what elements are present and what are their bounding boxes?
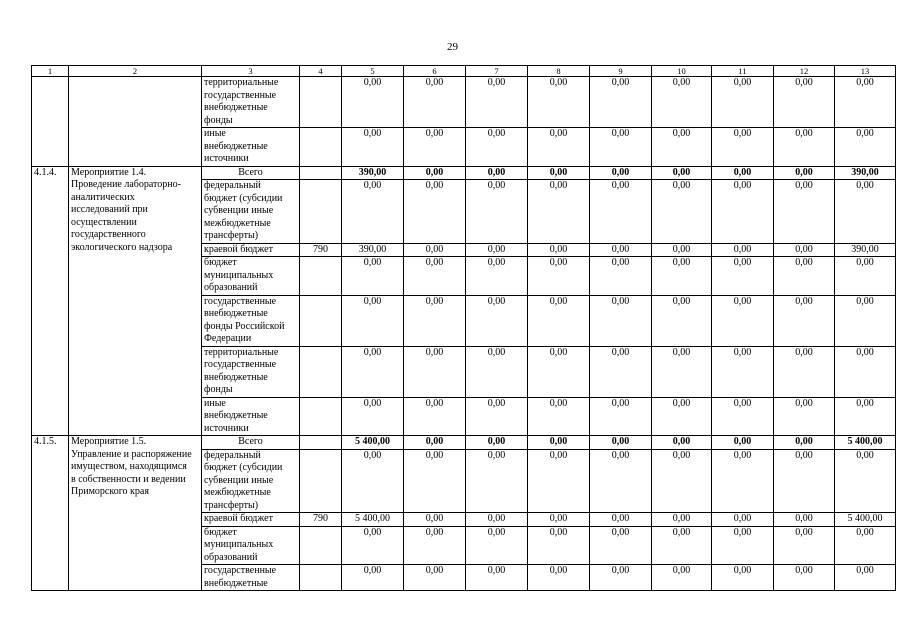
value-cell: 0,00 [466,346,528,397]
value-cell: 0,00 [528,77,590,128]
value-cell: 0,00 [404,346,466,397]
text-line: аналитических [71,191,135,203]
column-header-4: 4 [300,66,342,77]
value-cell: 0,00 [774,565,835,591]
text-line: иные [204,128,226,139]
total-value-cell: 0,00 [528,436,590,450]
column-header-6: 6 [404,66,466,77]
total-value-cell: 0,00 [466,436,528,450]
activity-number: 4.1.5. [32,436,69,591]
text-line: внебюджетные [204,410,268,421]
value-cell: 0,00 [590,513,652,527]
text-line: Управление и распоряжение [71,448,192,460]
column-header-10: 10 [652,66,712,77]
total-value-cell: 0,00 [590,436,652,450]
budget-code: 790 [300,243,342,257]
text-line: муниципальных [204,269,274,281]
total-value-cell: 0,00 [404,436,466,450]
text-line: бюджет (субсидии [204,462,283,473]
total-value-cell: 0,00 [652,436,712,450]
text-line: внебюджетные [204,102,268,113]
text-line: имуществом, находящимся [71,461,187,472]
value-cell: 0,00 [590,128,652,167]
text-line: государственного [71,229,146,240]
value-cell: 0,00 [528,449,590,513]
value-cell: 0,00 [404,565,466,591]
funding-source [202,397,300,436]
total-value-cell: 5 400,00 [342,436,404,450]
value-cell: 0,00 [342,449,404,513]
column-header-2: 2 [69,66,202,77]
value-cell: 0,00 [835,526,896,565]
text-line: Мероприятие 1.4. [71,166,147,178]
value-cell: 0,00 [404,526,466,565]
text-line: субвенции иные [204,474,274,486]
funding-source [202,346,300,397]
funding-source [202,77,300,128]
activity-number [32,77,69,167]
value-cell: 0,00 [712,526,774,565]
text-line: федеральный [204,180,261,191]
value-cell: 0,00 [466,397,528,436]
budget-code: 790 [300,513,342,527]
value-cell: 0,00 [528,565,590,591]
funding-source [202,295,300,346]
total-value-cell: 0,00 [774,166,835,180]
budget-code [300,257,342,296]
text-line: межбюджетные [204,217,271,229]
value-cell: 0,00 [652,565,712,591]
text-line: муниципальных [204,539,274,550]
budget-table [31,65,896,591]
value-cell: 0,00 [774,128,835,167]
budget-code [300,526,342,565]
value-cell: 0,00 [652,397,712,436]
text-line: источники [204,153,249,164]
value-cell: 0,00 [528,346,590,397]
text-line: межбюджетные [204,487,271,498]
text-line: территориальные [204,346,279,358]
column-header-8: 8 [528,66,590,77]
total-value-cell: 0,00 [528,166,590,180]
total-value-cell: 390,00 [835,166,896,180]
value-cell: 0,00 [712,346,774,397]
text-line: Федерации [204,333,252,344]
budget-code [300,565,342,591]
value-cell: 0,00 [590,526,652,565]
value-cell: 0,00 [835,257,896,296]
total-value-cell: 0,00 [404,166,466,180]
budget-code [300,346,342,397]
value-cell: 0,00 [404,513,466,527]
value-cell: 0,00 [528,243,590,257]
budget-code [300,397,342,436]
funding-source [202,128,300,167]
value-cell: 0,00 [774,243,835,257]
text-line: внебюджетные [204,308,268,319]
value-cell: 0,00 [835,180,896,244]
total-value-cell: 0,00 [712,436,774,450]
column-header-7: 7 [466,66,528,77]
value-cell: 390,00 [835,243,896,257]
value-cell: 0,00 [466,180,528,244]
text-line: исследований при [71,204,148,215]
value-cell: 0,00 [712,449,774,513]
value-cell: 0,00 [528,295,590,346]
value-cell: 0,00 [404,449,466,513]
funding-source [202,243,300,257]
value-cell: 0,00 [835,397,896,436]
page-number: 29 [447,41,458,53]
table-row [32,77,896,128]
value-cell: 0,00 [774,513,835,527]
value-cell: 0,00 [342,295,404,346]
value-cell: 0,00 [404,180,466,244]
value-cell: 5 400,00 [342,513,404,527]
funding-source [202,526,300,565]
budget-code [300,180,342,244]
text-line: экологического надзора [71,241,173,253]
text-line: государственные [204,89,277,101]
value-cell: 0,00 [712,243,774,257]
activity-title [69,166,202,436]
value-cell: 0,00 [466,77,528,128]
text-line: территориальные [204,77,279,88]
value-cell: 0,00 [590,257,652,296]
value-cell: 0,00 [652,180,712,244]
column-header-13: 13 [835,66,896,77]
value-cell: 0,00 [712,397,774,436]
table-body [32,77,896,591]
value-cell: 0,00 [528,257,590,296]
value-cell: 0,00 [590,295,652,346]
total-label: Всего [202,166,300,180]
value-cell: 0,00 [712,565,774,591]
header-row [32,66,896,77]
text-line: государственные [204,295,277,307]
text-line: источники [204,422,249,434]
value-cell: 0,00 [466,295,528,346]
total-value-cell: 390,00 [342,166,404,180]
value-cell: 0,00 [466,128,528,167]
funding-source [202,449,300,513]
value-cell: 0,00 [404,128,466,167]
value-cell: 0,00 [342,526,404,565]
total-value-cell: 0,00 [774,436,835,450]
value-cell: 5 400,00 [835,513,896,527]
text-line: бюджет [204,257,237,268]
text-line: внебюджетные [204,140,268,152]
value-cell: 0,00 [466,526,528,565]
funding-source [202,257,300,296]
value-cell: 0,00 [404,243,466,257]
text-line: федеральный [204,449,261,461]
activity-title [69,77,202,167]
value-cell: 0,00 [774,449,835,513]
column-header-1: 1 [32,66,69,77]
value-cell: 0,00 [466,513,528,527]
text-line: образований [204,551,258,563]
value-cell: 0,00 [342,346,404,397]
budget-code [300,77,342,128]
value-cell: 0,00 [528,180,590,244]
text-line: фонды [204,114,233,126]
value-cell: 0,00 [652,526,712,565]
value-cell: 0,00 [652,128,712,167]
value-cell: 0,00 [528,513,590,527]
value-cell: 0,00 [404,295,466,346]
value-cell: 0,00 [590,77,652,128]
total-value-cell: 5 400,00 [835,436,896,450]
text-line: образований [204,282,258,293]
value-cell: 0,00 [712,257,774,296]
value-cell: 0,00 [342,257,404,296]
value-cell: 0,00 [342,180,404,244]
value-cell: 0,00 [528,128,590,167]
value-cell: 0,00 [528,526,590,565]
value-cell: 0,00 [652,346,712,397]
value-cell: 0,00 [652,243,712,257]
text-line: бюджет [204,526,237,538]
value-cell: 0,00 [466,565,528,591]
value-cell: 0,00 [590,449,652,513]
value-cell: 0,00 [835,565,896,591]
value-cell: 0,00 [712,128,774,167]
value-cell: 0,00 [712,295,774,346]
value-cell: 0,00 [466,243,528,257]
value-cell: 0,00 [342,565,404,591]
value-cell: 0,00 [774,526,835,565]
value-cell: 0,00 [342,397,404,436]
text-line: Мероприятие 1.5. [71,436,147,447]
value-cell: 0,00 [835,128,896,167]
funding-source [202,180,300,244]
budget-code [300,449,342,513]
column-header-9: 9 [590,66,652,77]
value-cell: 0,00 [466,449,528,513]
value-cell: 0,00 [652,77,712,128]
text-line: осуществлении [71,216,137,228]
value-cell: 0,00 [404,77,466,128]
activity-number: 4.1.4. [32,166,69,436]
value-cell: 0,00 [342,128,404,167]
text-line: иные [204,397,226,409]
text-line: Приморского края [71,486,149,497]
text-line: краевой бюджет [204,513,273,524]
value-cell: 0,00 [774,257,835,296]
value-cell: 0,00 [774,397,835,436]
value-cell: 0,00 [528,397,590,436]
value-cell: 0,00 [835,346,896,397]
value-cell: 0,00 [835,77,896,128]
value-cell: 0,00 [652,295,712,346]
text-line: бюджет (субсидии [204,192,283,204]
column-header-5: 5 [342,66,404,77]
value-cell: 0,00 [404,397,466,436]
funding-source [202,513,300,527]
text-line: субвенции иные [204,205,274,216]
text-line: фонды [204,384,233,395]
value-cell: 0,00 [712,513,774,527]
value-cell: 0,00 [712,77,774,128]
text-line: в собственности и ведении [71,473,186,485]
value-cell: 0,00 [590,346,652,397]
value-cell: 0,00 [590,397,652,436]
budget-code [300,128,342,167]
text-line: государственные [204,565,277,576]
text-line: внебюджетные [204,577,268,589]
budget-code [300,436,342,450]
column-header-12: 12 [774,66,835,77]
value-cell: 0,00 [590,243,652,257]
value-cell: 390,00 [342,243,404,257]
value-cell: 0,00 [466,257,528,296]
value-cell: 0,00 [342,77,404,128]
value-cell: 0,00 [774,180,835,244]
funding-source [202,565,300,591]
value-cell: 0,00 [774,346,835,397]
column-header-3: 3 [202,66,300,77]
value-cell: 0,00 [652,257,712,296]
text-line: внебюджетные [204,371,268,383]
value-cell: 0,00 [652,449,712,513]
text-line: Проведение лабораторно- [71,179,181,190]
text-line: трансферты) [204,230,259,241]
total-value-cell: 0,00 [466,166,528,180]
total-value-cell: 0,00 [712,166,774,180]
total-label: Всего [202,436,300,450]
column-header-11: 11 [712,66,774,77]
value-cell: 0,00 [404,257,466,296]
text-line: государственные [204,359,277,370]
activity-total-row [32,436,896,450]
value-cell: 0,00 [835,295,896,346]
value-cell: 0,00 [590,180,652,244]
table-header [32,66,896,77]
value-cell: 0,00 [652,513,712,527]
text-line: фонды Российской [204,320,285,332]
budget-code [300,166,342,180]
total-value-cell: 0,00 [590,166,652,180]
value-cell: 0,00 [774,77,835,128]
activity-total-row [32,166,896,180]
value-cell: 0,00 [590,565,652,591]
activity-title [69,436,202,591]
value-cell: 0,00 [712,180,774,244]
value-cell: 0,00 [774,295,835,346]
budget-code [300,295,342,346]
text-line: трансферты) [204,499,259,511]
total-value-cell: 0,00 [652,166,712,180]
text-line: краевой бюджет [204,243,273,255]
value-cell: 0,00 [835,449,896,513]
